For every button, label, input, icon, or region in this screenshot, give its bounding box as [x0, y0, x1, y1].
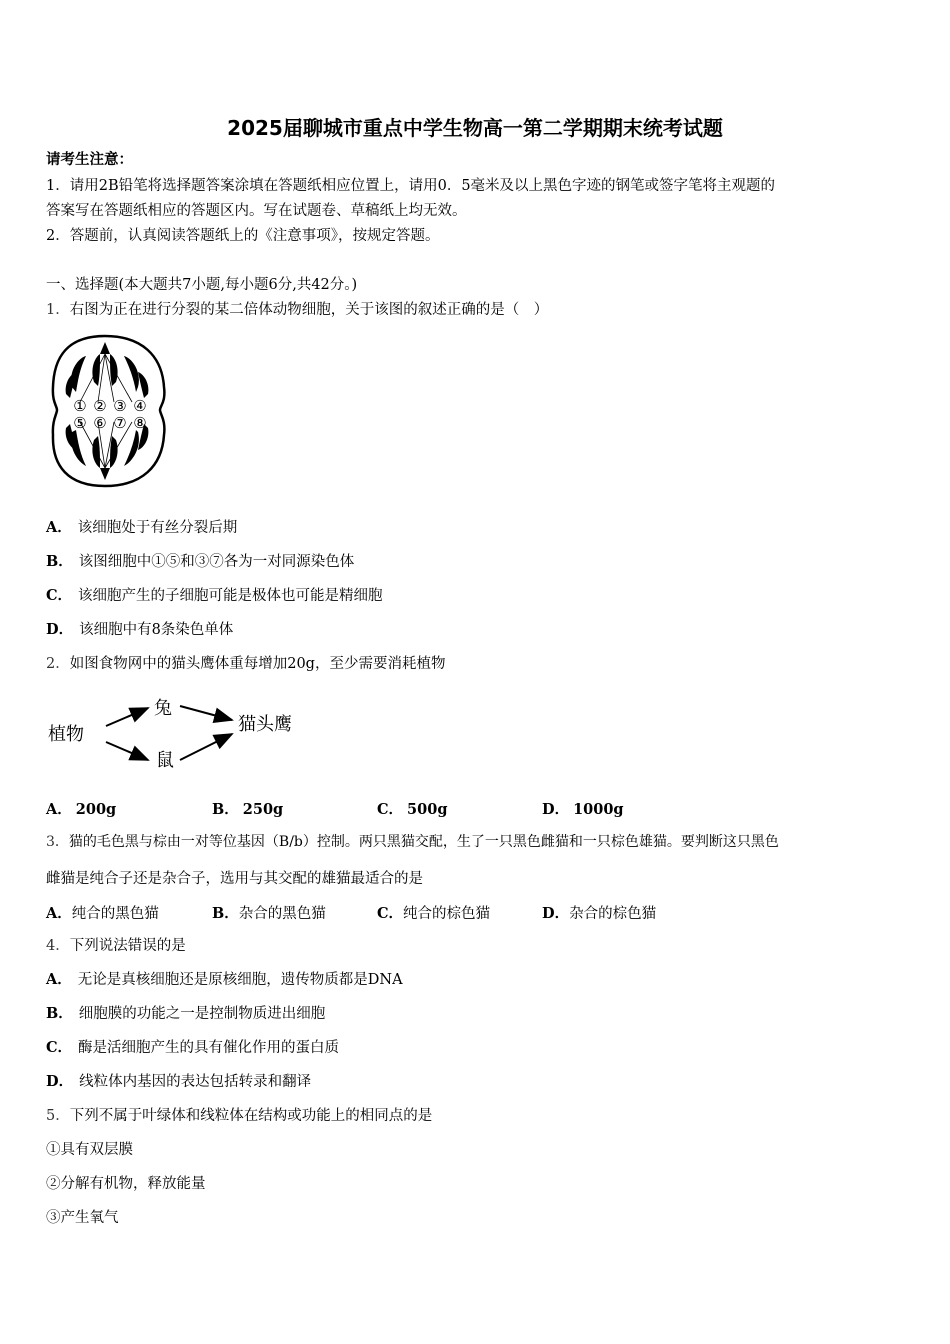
- question-number: 5．: [46, 1108, 70, 1124]
- question-1-stem: [46, 300, 548, 320]
- question-text: 下列不属于叶绿体和线粒体在结构或功能上的相同点的是: [69, 1108, 433, 1124]
- question-2-option-c: C． 500g: [377, 801, 448, 818]
- question-text: 下列说法错误的是: [69, 938, 186, 954]
- question-number: 1．: [46, 302, 70, 318]
- arrow-mouse-owl: [180, 734, 232, 760]
- label-5: ⑤: [73, 414, 87, 432]
- label-6: ⑥: [93, 414, 107, 432]
- question-4-option-a: A． 无论是真核细胞还是原核细胞，遗传物质都是DNA: [46, 971, 403, 988]
- notice-heading: 请考生注意：: [46, 151, 133, 168]
- question-text: 如图食物网中的猫头鹰体重每增加20g，至少需要消耗植物: [69, 656, 446, 672]
- question-2-stem: [46, 654, 445, 674]
- label-2: ②: [93, 397, 107, 415]
- notice-item-1-line-1: 1．请用2B铅笔将选择题答案涂填在答题纸相应位置上，请用0．5毫米及以上黑色字迹的钢笔或签字笔将主观题的: [46, 178, 776, 194]
- question-number: 2．: [46, 656, 70, 672]
- label-4: ④: [133, 397, 147, 415]
- notice-item-2: 2．答题前，认真阅读答题纸上的《注意事项》，按规定答题。: [46, 228, 440, 244]
- question-text: 猫的毛色黑与棕由一对等位基因（B/b）控制。两只黑猫交配，生了一只黑色雌猫和一只棕色雄猫。要判断这只黑色: [68, 834, 779, 850]
- question-4-option-c: C． 酶是活细胞产生的具有催化作用的蛋白质: [46, 1039, 340, 1056]
- question-1-option-b: B． 该图细胞中①⑤和③⑦各为一对同源染色体: [46, 553, 355, 570]
- question-3-option-b: B．杂合的黑色猫: [212, 905, 326, 922]
- label-8: ⑧: [133, 414, 147, 432]
- label-3: ③: [113, 397, 127, 415]
- node-owl: 猫头鹰: [238, 714, 292, 735]
- question-4-stem: [46, 936, 186, 956]
- cell-division-figure: [50, 332, 175, 490]
- question-number: 3．: [46, 834, 69, 850]
- label-1: ①: [73, 397, 87, 415]
- question-3-stem-line-2: 雌猫是纯合子还是杂合子，选用与其交配的雄猫最适合的是: [46, 871, 423, 887]
- question-number: 4．: [46, 938, 70, 954]
- question-2-option-a: A． 200g: [46, 801, 117, 818]
- question-5-item-1: ①具有双层膜: [46, 1142, 133, 1158]
- food-web-figure: [46, 690, 316, 775]
- node-plant: 植物: [48, 724, 84, 745]
- question-4-option-d: D． 线粒体内基因的表达包括转录和翻译: [46, 1073, 312, 1090]
- question-2-option-d: D． 1000g: [542, 801, 624, 818]
- question-1-option-c: C． 该细胞产生的子细胞可能是极体也可能是精细胞: [46, 587, 383, 604]
- exam-title: 2025届聊城市重点中学生物高一第二学期期末统考试题: [227, 116, 723, 140]
- question-text: 右图为正在进行分裂的某二倍体动物细胞，关于该图的叙述正确的是（ ）: [69, 302, 549, 318]
- question-5-item-3: ③产生氧气: [46, 1210, 119, 1226]
- arrow-plant-rabbit: [106, 708, 148, 726]
- arrow-rabbit-owl: [180, 706, 232, 720]
- notice-item-1-line-2: 答案写在答题纸相应的答题区内。写在试题卷、草稿纸上均无效。: [46, 203, 467, 219]
- question-4-option-b: B． 细胞膜的功能之一是控制物质进出细胞: [46, 1005, 326, 1022]
- arrow-plant-mouse: [106, 742, 148, 760]
- question-3-stem-line-1: [46, 832, 779, 852]
- label-7: ⑦: [113, 414, 127, 432]
- question-3-option-c: C．纯合的棕色猫: [377, 905, 491, 922]
- section-heading: 一、选择题(本大题共7小题,每小题6分,共42分。): [46, 277, 358, 293]
- question-5-stem: [46, 1106, 432, 1126]
- question-1-option-a: A． 该细胞处于有丝分裂后期: [46, 519, 238, 536]
- question-1-option-d: D． 该细胞中有8条染色单体: [46, 621, 234, 638]
- question-3-option-a: A．纯合的黑色猫: [46, 905, 159, 922]
- question-3-option-d: D．杂合的棕色猫: [542, 905, 657, 922]
- question-2-option-b: B． 250g: [212, 801, 284, 818]
- question-5-item-2: ②分解有机物，释放能量: [46, 1176, 206, 1192]
- node-mouse: 鼠: [156, 750, 174, 771]
- node-rabbit: 兔: [154, 698, 172, 719]
